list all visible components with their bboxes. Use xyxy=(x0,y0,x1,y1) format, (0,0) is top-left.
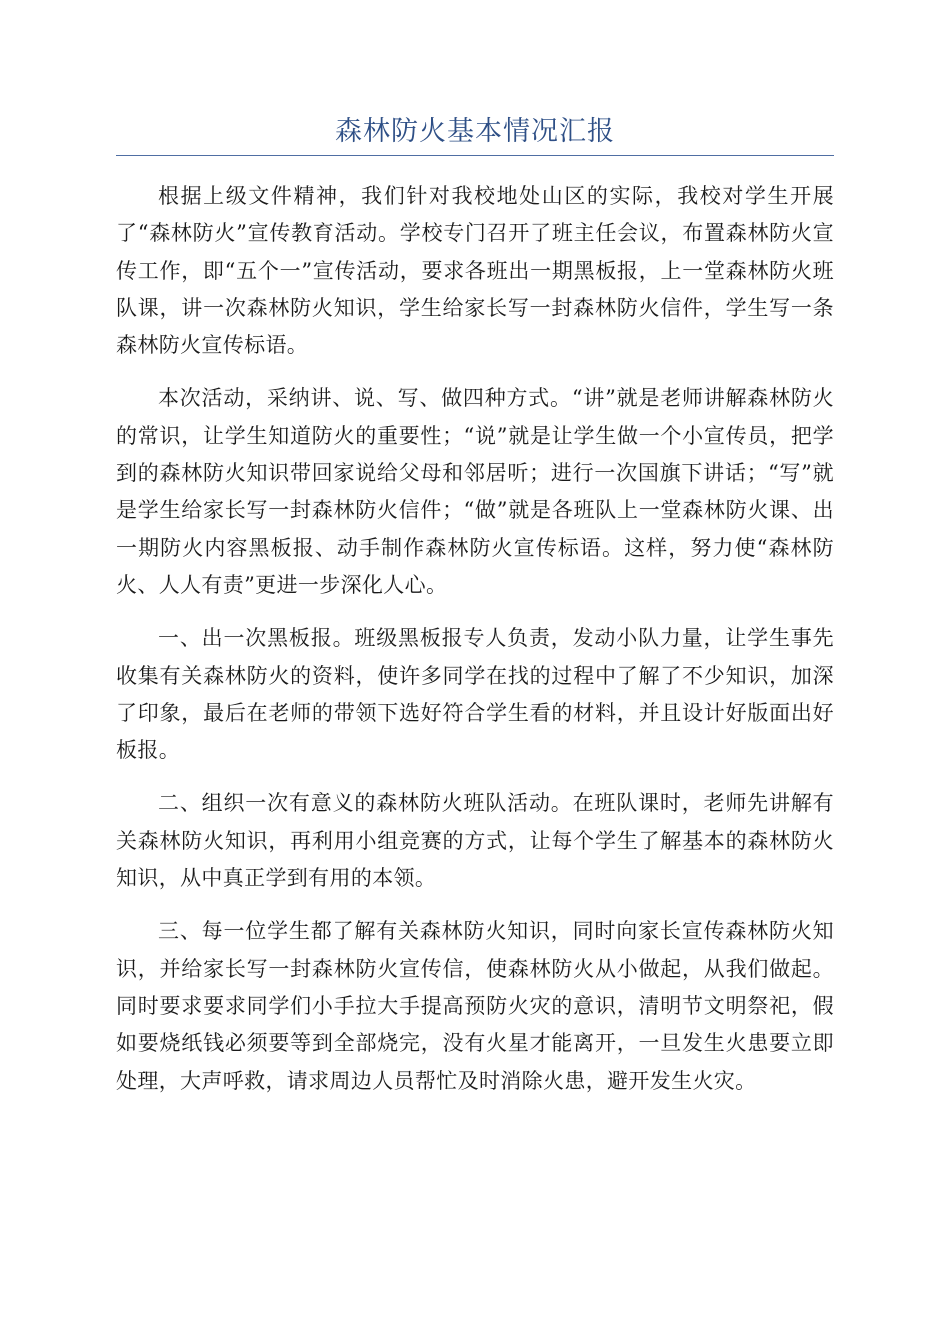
paragraph-item-1: 一、出一次黑板报。班级黑板报专人负责，发动小队力量，让学生事先收集有关森林防火的资料，使许多同学在找的过程中了解了不少知识，加深了印象，最后在老师的带领下选好符合学生看的材料，并且设计好版面出好板报。 xyxy=(116,626,834,763)
document-body xyxy=(116,178,834,1116)
paragraph-item-2: 二、组织一次有意义的森林防火班队活动。在班队课时，老师先讲解有关森林防火知识，再利用小组竞赛的方式，让每个学生了解基本的森林防火知识，从中真正学到有用的本领。 xyxy=(116,791,834,891)
paragraph-methods: 本次活动，采纳讲、说、写、做四种方式。“讲”就是老师讲解森林防火的常识，让学生知道防火的重要性；“说”就是让学生做一个小宣传员，把学到的森林防火知识带回家说给父母和邻居听；进行一次国旗下讲话；“写”就是学生给家长写一封森林防火信件；“做”就是各班队上一堂森林防火课、出一期防火内容黑板报、动手制作森林防火宣传标语。这样，努力使“森林防火、人人有责”更进一步深化人心。 xyxy=(116,386,834,597)
paragraph-intro: 根据上级文件精神，我们针对我校地处山区的实际，我校对学生开展了“森林防火”宣传教育活动。学校专门召开了班主任会议，布置森林防火宣传工作，即“五个一”宣传活动，要求各班出一期黑板报，上一堂森林防火班队课，讲一次森林防火知识，学生给家长写一封森林防火信件，学生写一条森林防火宣传标语。 xyxy=(116,184,834,358)
document-title: 森林防火基本情况汇报 xyxy=(335,116,615,147)
paragraph-item-3: 三、每一位学生都了解有关森林防火知识，同时向家长宣传森林防火知识，并给家长写一封森林防火宣传信，使森林防火从小做起，从我们做起。同时要求要求同学们小手拉大手提高预防火灾的意识，清明节文明祭祀，假如要烧纸钱必须要等到全部烧完，没有火星才能离开，一旦发生火患要立即处理，大声呼救，请求周边人员帮忙及时消除火患，避开发生火灾。 xyxy=(116,919,834,1093)
title-block xyxy=(116,112,834,156)
